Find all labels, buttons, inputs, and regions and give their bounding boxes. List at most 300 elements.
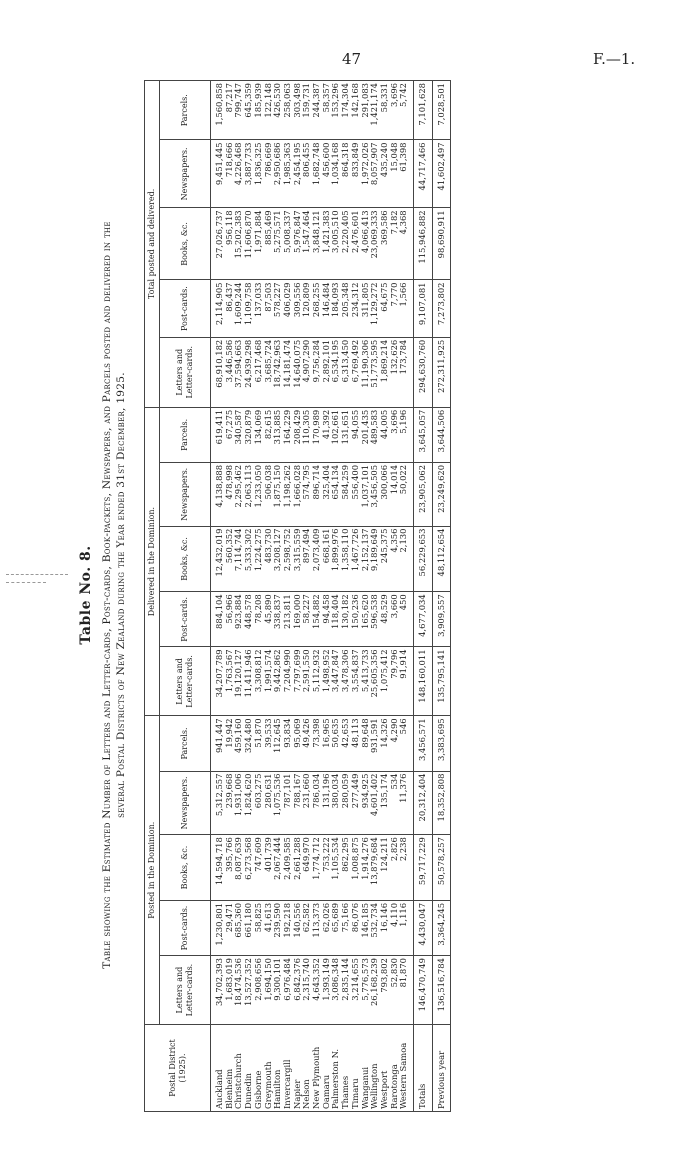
table-cell: 3,696 [390,81,400,140]
table-cell: 313,885 [273,407,283,462]
table-cell: 2,950,686 [273,140,283,208]
group-header-delivered: Delivered in the Dominion. [145,407,160,716]
table-cell: 478,998 [225,462,235,526]
table-cell: 87,503 [264,280,274,337]
district-name: Palmerston N. [331,1025,341,1112]
table-cell: 649,970 [302,835,312,901]
table-cell: 4,138,888 [211,462,225,526]
table-cell: 50,578,257 [432,835,451,901]
table-cell: 2,591,550 [302,647,312,716]
table-cell: 1,985,363 [283,140,293,208]
table-cell: 753,222 [322,835,332,901]
table-cell: 208,429 [293,407,303,462]
column-header: Letters and Letter-cards. [160,337,211,407]
table-cell: 1,116 [399,900,413,955]
table-cell: 4,066,413 [361,208,371,280]
table-cell: 45,890 [264,592,274,647]
table-cell: 2,152,137 [361,526,371,592]
table-cell: 6,534,195 [331,337,341,407]
table-cell: 2,908,656 [254,956,264,1025]
table-cell: 459,160 [234,716,244,771]
table-cell: 1,547,464 [302,208,312,280]
table-cell: 9,451,445 [211,140,225,208]
table-cell: 2,073,409 [312,526,322,592]
table-cell: 4,643,352 [312,956,322,1025]
table-cell: 18,742,963 [273,337,283,407]
table-cell: 7,204,990 [283,647,293,716]
table-cell: 4,677,034 [414,592,433,647]
table-cell: 120,809 [302,280,312,337]
table-cell: 2,238 [399,835,413,901]
table-cell: 1,421,174 [370,81,380,140]
table-body [211,81,451,1112]
column-header: Books, &c. [160,208,211,280]
table-cell: 3,446,586 [225,337,235,407]
table-cell: 7,028,501 [432,81,451,140]
table-cell: 24,939,298 [244,337,254,407]
table-cell: 300,066 [380,462,390,526]
table-cell: 787,101 [283,771,293,835]
district-name: Nelson [302,1025,312,1112]
table-cell: 11,190,306 [361,337,371,407]
table-cell: 64,675 [380,280,390,337]
table-cell: 884,104 [211,592,225,647]
totals-row [414,81,433,1112]
table-cell: 1,467,726 [351,526,361,592]
table-cell: 546 [399,716,413,771]
table-cell: 574,795 [302,462,312,526]
rotated-table-block [60,70,640,1120]
table-cell: 4,226,468 [234,140,244,208]
table-cell: 7,114,744 [234,526,244,592]
table-cell: 5,333,302 [244,526,254,592]
table-cell: 1,498,952 [322,647,332,716]
table-cell: 20,312,404 [414,771,433,835]
table-cell: 6,217,468 [254,337,264,407]
table-cell: 793,802 [380,956,390,1025]
table-cell: 93,834 [283,716,293,771]
table-cell: 13,879,684 [370,835,380,901]
table-cell: 897,494 [302,526,312,592]
table-cell: 311,805 [361,280,371,337]
district-name: Oamaru [322,1025,332,1112]
table-cell: 16,965 [322,716,332,771]
table-cell: 2,454,195 [293,140,303,208]
page-number: 47 [342,50,362,68]
table-cell: 685,360 [234,900,244,955]
table-cell: 258,063 [283,81,293,140]
table-cell: 1,566 [399,280,413,337]
table-cell: 6,842,376 [293,956,303,1025]
table-title-line: several Postal Districts of New Zealand during the Year ended 31st December, 1925. [115,372,127,818]
table-cell: 173,784 [399,337,413,407]
table-cell: 245,375 [380,526,390,592]
column-header: Newspapers. [160,771,211,835]
district-name: Gisborne [254,1025,264,1112]
table-cell: 1,899,976 [331,526,341,592]
table-cell: 1,224,275 [254,526,264,592]
table-cell: 239,668 [225,771,235,835]
table-cell: 205,348 [341,280,351,337]
table-cell: 134,069 [254,407,264,462]
table-cell: 1,666,028 [293,462,303,526]
table-cell: 110,305 [302,407,312,462]
table-cell: 6,313,450 [341,337,351,407]
table-cell: 885,469 [264,208,274,280]
table-cell: 170,989 [312,407,322,462]
table-cell: 4,368 [399,208,413,280]
table-cell: 14,326 [380,716,390,771]
table-cell: 146,185 [361,900,371,955]
table-cell: 923,884 [234,592,244,647]
table-cell: 150,236 [351,592,361,647]
table-cell: 137,033 [254,280,264,337]
table-cell: 192,218 [283,900,293,955]
page-edge-mark [6,574,68,575]
table-cell: 3,364,245 [432,900,451,955]
column-header: Parcels. [160,81,211,140]
table-cell: 23,905,062 [414,462,433,526]
table-cell: 51,870 [254,716,264,771]
table-cell: 2,826 [390,835,400,901]
table-cell: 786,669 [264,140,274,208]
district-name: Western Samoa [399,1025,413,1112]
table-cell: 131,196 [322,771,332,835]
column-header: Parcels. [160,716,211,771]
table-cell: 1,105,534 [331,835,341,901]
table-cell: 1,972,026 [361,140,371,208]
table-cell: 51,773,595 [370,337,380,407]
table-cell: 277,449 [351,771,361,835]
table-cell: 324,480 [244,716,254,771]
table-cell: 23,249,620 [432,462,451,526]
table-cell: 7,770 [390,280,400,337]
table-cell: 489,583 [370,407,380,462]
table-cell: 48,529 [380,592,390,647]
table-cell: 380,034 [331,771,341,835]
table-cell: 135,795,141 [432,647,451,716]
table-cell: 280,631 [264,771,274,835]
table-cell: 50,635 [331,716,341,771]
table-cell: 7,273,802 [432,280,451,337]
district-name: Rarotonga [390,1025,400,1112]
table-cell: 5,275,571 [273,208,283,280]
column-header: Post-cards. [160,900,211,955]
table-cell: 48,112,654 [432,526,451,592]
table-cell: 4,110 [390,900,400,955]
table-cell: 1,034,168 [331,140,341,208]
table-cell: 41,602,497 [432,140,451,208]
table-cell: 9,442,862 [273,647,283,716]
table-cell: 56,966 [225,592,235,647]
table-cell: 3,887,733 [244,140,254,208]
district-name: Wanganui [361,1025,371,1112]
table-cell: 244,387 [312,81,322,140]
table-cell: 1,763,567 [225,647,235,716]
table-cell: 435,240 [380,140,390,208]
table-cell: 61,398 [399,140,413,208]
table-cell: 41,392 [322,407,332,462]
table-cell: 426,530 [273,81,283,140]
table-cell: 112,645 [273,716,283,771]
table-cell: 3,214,655 [351,956,361,1025]
table-cell: 136,516,784 [432,956,451,1025]
table-cell: 1,682,748 [312,140,322,208]
table-cell: 456,600 [322,140,332,208]
table-cell: 231,660 [302,771,312,835]
table-cell: 1,421,383 [322,208,332,280]
table-cell: 1,875,150 [273,462,283,526]
table-cell: 3,208,127 [273,526,283,592]
table-cell: 1,931,006 [234,771,244,835]
table-cell: 44,717,466 [414,140,433,208]
table-cell: 896,714 [312,462,322,526]
table-cell: 13,527,352 [244,956,254,1025]
table-cell: 135,174 [380,771,390,835]
table-cell: 122,148 [264,81,274,140]
table-cell: 2,661,288 [293,835,303,901]
table-cell: 86,437 [225,280,235,337]
column-header: Newspapers. [160,140,211,208]
table-cell: 1,609,244 [234,280,244,337]
table-cell: 862,295 [341,835,351,901]
table-cell: 91,914 [399,647,413,716]
table-cell: 59,717,229 [414,835,433,901]
table-cell: 5,008,337 [283,208,293,280]
table-cell: 86,076 [351,900,361,955]
district-name: Hamilton [273,1025,283,1112]
table-cell: 3,645,057 [414,407,433,462]
table-cell: 1,198,262 [283,462,293,526]
table-cell: 164,229 [283,407,293,462]
table-cell: 4,356 [390,526,400,592]
table-cell: 3,005,510 [331,208,341,280]
table-cell: 113,373 [312,900,322,955]
table-cell: 75,166 [341,900,351,955]
table-cell: 8,087,639 [234,835,244,901]
table-cell: 3,086,348 [331,956,341,1025]
table-cell: 320,879 [244,407,254,462]
table-cell: 6,976,484 [283,956,293,1025]
table-cell: 7,101,628 [414,81,433,140]
table-cell: 49,426 [302,716,312,771]
table-cell: 9,189,649 [370,526,380,592]
table-cell: 146,470,749 [414,956,433,1025]
table-cell: 34,702,393 [211,956,225,1025]
table-cell: 140,556 [293,900,303,955]
table-cell: 14,594,718 [211,835,225,901]
table-cell: 534 [390,771,400,835]
table-cell: 56,229,653 [414,526,433,592]
table-cell: 1,774,712 [312,835,322,901]
table-cell: 153,296 [331,81,341,140]
table-cell: 532,734 [370,900,380,955]
table-cell: 2,892,101 [322,337,332,407]
district-name: Napier [293,1025,303,1112]
table-cell: 11,411,946 [244,647,254,716]
table-cell: 11,606,870 [244,208,254,280]
table-cell: 338,837 [273,592,283,647]
table-cell: 29,471 [225,900,235,955]
table-cell: 41,613 [264,900,274,955]
table-cell: 1,129,272 [370,280,380,337]
table-cell: 37,594,663 [234,337,244,407]
table-cell: 2,114,905 [211,280,225,337]
table-cell: 4,907,290 [302,337,312,407]
table-cell: 8,057,907 [370,140,380,208]
table-cell: 3,308,812 [254,647,264,716]
previous-year-row [432,81,451,1112]
table-cell: 747,609 [254,835,264,901]
district-name: Previous year [432,1025,451,1112]
district-name: Dunedin [244,1025,254,1112]
table-cell: 19,942 [225,716,235,771]
district-name: Greymouth [264,1025,274,1112]
table-cell: 1,869,214 [380,337,390,407]
table-cell: 1,824,620 [244,771,254,835]
district-name: New Plymouth [312,1025,322,1112]
table-title-line: Table showing the Estimated Number of Letters and Letter-cards, Post-cards, Book-packets, Newspapers, and Parcels posted and delivered in the [101,221,113,969]
table-cell: 1,560,858 [211,81,225,140]
table-cell: 73,398 [312,716,322,771]
table-cell: 4,601,402 [370,771,380,835]
table-cell: 118,404 [331,592,341,647]
table-cell: 786,034 [312,771,322,835]
table-cell: 3,685,724 [264,337,274,407]
table-cell: 3,447,847 [331,647,341,716]
table-cell: 62,026 [322,900,332,955]
table-cell: 668,161 [322,526,332,592]
table-cell: 14,640,075 [293,337,303,407]
column-header: Letters and Letter-cards. [160,956,211,1025]
table-cell: 98,690,911 [432,208,451,280]
district-header: Postal District (1925). [145,1025,211,1112]
table-cell: 62,582 [302,900,312,955]
table-cell: 234,312 [351,280,361,337]
table-cell: 44,005 [380,407,390,462]
column-header: Newspapers. [160,462,211,526]
table-cell: 5,312,557 [211,771,225,835]
table-cell: 165,620 [361,592,371,647]
table-cell: 864,318 [341,140,351,208]
table-cell: 131,651 [341,407,351,462]
table-cell: 184,093 [331,280,341,337]
table-cell: 395,766 [225,835,235,901]
table-cell: 3,383,695 [432,716,451,771]
table-cell: 661,180 [244,900,254,955]
district-name: Westport [380,1025,390,1112]
column-header: Post-cards. [160,280,211,337]
table-cell: 1,037,101 [361,462,371,526]
table-cell: 18,352,808 [432,771,451,835]
table-cell: 654,134 [331,462,341,526]
table-cell: 174,304 [341,81,351,140]
district-name: Wellington [370,1025,380,1112]
table-cell: 18,474,536 [234,956,244,1025]
table-cell: 42,653 [341,716,351,771]
district-name: Blenheim [225,1025,235,1112]
table-cell: 94,458 [322,592,332,647]
table-cell: 16,146 [380,900,390,955]
group-header-posted: Posted in the Dominion. [145,716,160,1025]
table-cell: 79,796 [390,647,400,716]
table-cell: 81,870 [399,956,413,1025]
table-cell: 39,533 [264,716,274,771]
table-cell: 11,376 [399,771,413,835]
table-cell: 450 [399,592,413,647]
table-cell: 340,587 [234,407,244,462]
table-cell: 1,694,150 [264,956,274,1025]
table-cell: 50,022 [399,462,413,526]
district-name: Christchurch [234,1025,244,1112]
table-cell: 3,478,306 [341,647,351,716]
mail-statistics-table [144,80,451,1112]
table-cell: 169,000 [293,592,303,647]
table-cell: 584,259 [341,462,351,526]
table-cell: 1,233,050 [254,462,264,526]
table-cell: 213,811 [283,592,293,647]
table-cell: 48,113 [351,716,361,771]
table-cell: 58,357 [322,81,332,140]
table-cell: 7,182 [390,208,400,280]
table-cell: 799,747 [234,81,244,140]
table-cell: 2,835,144 [341,956,351,1025]
table-cell: 1,991,574 [264,647,274,716]
table-cell: 34,207,789 [211,647,225,716]
table-cell: 19,120,127 [234,647,244,716]
table-cell: 483,730 [264,526,274,592]
table-cell: 3,696 [390,407,400,462]
table-cell: 95,069 [293,716,303,771]
table-cell: 14,014 [390,462,400,526]
table-cell: 788,167 [293,771,303,835]
table-cell: 1,393,149 [322,956,332,1025]
table-cell: 148,160,011 [414,647,433,716]
table-cell: 619,411 [211,407,225,462]
table-cell: 142,168 [351,81,361,140]
table-cell: 2,295,462 [234,462,244,526]
table-cell: 5,976,847 [293,208,303,280]
table-cell: 3,848,121 [312,208,322,280]
table-cell: 58,825 [254,900,264,955]
table-cell: 931,591 [370,716,380,771]
column-header: Books, &c. [160,835,211,901]
district-name: Timaru [351,1025,361,1112]
table-cell: 2,476,601 [351,208,361,280]
table-cell: 5,112,932 [312,647,322,716]
table-cell: 3,315,559 [293,526,303,592]
table-cell: 201,435 [361,407,371,462]
table-cell: 448,578 [244,592,254,647]
table-cell: 1,836,325 [254,140,264,208]
table-cell: 1,008,875 [351,835,361,901]
table-cell: 1,230,801 [211,900,225,955]
table-cell: 1,109,758 [244,280,254,337]
table-cell: 934,925 [361,771,371,835]
table-cell: 1,075,536 [273,771,283,835]
table-cell: 941,447 [211,716,225,771]
table-cell: 65,689 [331,900,341,955]
table-cell: 303,498 [293,81,303,140]
document-code: F.—1. [593,50,636,68]
table-cell: 325,404 [322,462,332,526]
table-cell: 369,586 [380,208,390,280]
district-name: Totals [414,1025,433,1112]
table-cell: 15,048 [390,140,400,208]
table-cell: 291,083 [361,81,371,140]
table-cell: 132,626 [390,337,400,407]
table-cell: 94,055 [351,407,361,462]
